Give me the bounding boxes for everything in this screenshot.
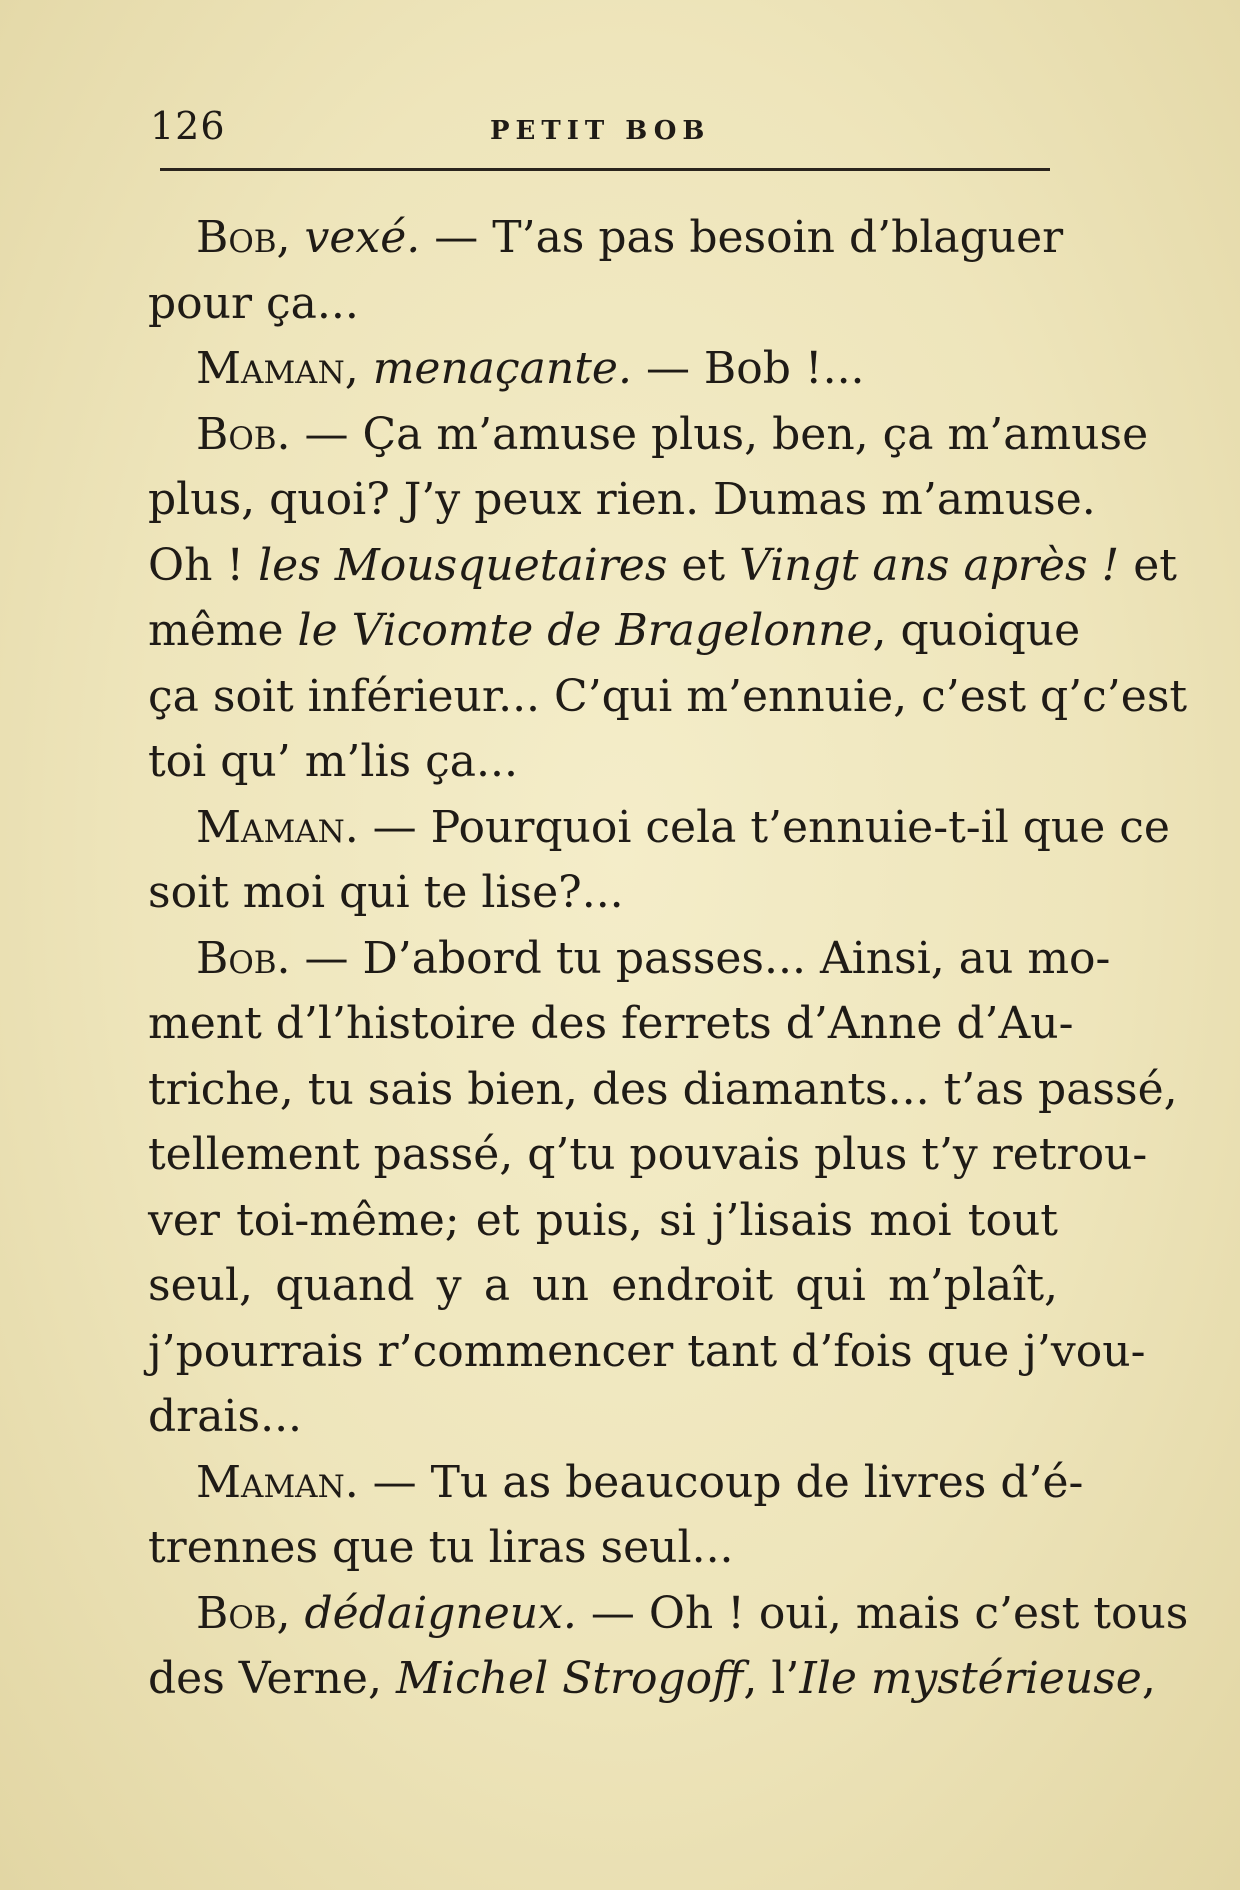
text-span: , [344, 343, 373, 394]
text-line [148, 926, 1111, 992]
book-title: Ile mystérieuse [799, 1653, 1142, 1704]
text-span: . — D’abord tu passes... Ainsi, au mo- [276, 932, 1111, 984]
text-line [148, 1057, 1178, 1123]
text-line [148, 1122, 1148, 1188]
text-span: j’pourrais r’commencer tant d’fois que j’vou- [148, 1325, 1146, 1377]
text-span: tellement passé, q’tu pouvais plus t’y retrou- [148, 1129, 1148, 1180]
text-span: , [1141, 1653, 1156, 1704]
text-span: soit moi qui te lise?... [148, 867, 624, 918]
page-number: 126 [150, 104, 226, 148]
text-span: . — Tu as beaucoup de livres d’é- [344, 1456, 1084, 1508]
text-line [148, 860, 1058, 926]
text-span: . — Ça m’amuse plus, ben, ça m’amuse [276, 408, 1149, 460]
text-span: ver toi-même; et puis, si j’lisais moi tout [148, 1194, 1058, 1246]
text-span: drais... [148, 1391, 303, 1442]
text-line [148, 1253, 1058, 1319]
speaker-name: Bob [196, 1587, 277, 1639]
book-title: Michel Strogoff [395, 1653, 744, 1704]
text-span: toi qu’ m’lis ça... [148, 736, 518, 787]
running-title: PETIT BOB [490, 116, 711, 146]
text-line [148, 795, 1170, 861]
speaker-name: Bob [196, 212, 277, 263]
text-line [148, 1646, 1156, 1712]
text-line [148, 1188, 1058, 1254]
speaker-name: Bob [196, 408, 277, 460]
text-span: ment d’l’histoire des ferrets d’Anne d’Au- [148, 998, 1074, 1049]
text-line [148, 205, 1064, 271]
text-span: trennes que tu liras seul... [148, 1522, 734, 1573]
text-line [148, 533, 1177, 599]
speaker-name: Maman [196, 801, 345, 853]
text-line [148, 467, 1096, 533]
speaker-name: Bob [196, 932, 277, 984]
text-span: même [148, 605, 298, 656]
text-span: — T’as pas besoin d’blaguer [420, 212, 1064, 263]
body-text [148, 205, 1189, 1712]
page-header [150, 104, 1050, 148]
text-line [148, 1515, 1058, 1581]
text-line [148, 336, 1058, 402]
text-line [148, 1384, 1058, 1450]
header-rule [160, 168, 1050, 171]
text-line [148, 664, 1188, 730]
text-span: triche, tu sais bien, des diamants... t’as passé, [148, 1063, 1178, 1115]
book-title: Vingt ans après ! [739, 539, 1120, 591]
stage-direction: menaçante. [372, 343, 632, 394]
text-line [148, 1319, 1146, 1385]
text-span: — Bob !... [631, 343, 865, 394]
text-span: , [276, 212, 305, 263]
text-line [148, 598, 1081, 664]
text-span: . — Pourquoi cela t’ennuie-t-il que ce [344, 801, 1170, 853]
text-span: seul, quand y a un endroit qui m’plaît, [148, 1260, 1058, 1311]
text-line [148, 271, 1058, 337]
text-span: , quoique [872, 605, 1081, 656]
speaker-name: Maman [196, 343, 345, 394]
text-span: , [276, 1587, 305, 1639]
text-line [148, 729, 1058, 795]
text-line [148, 1450, 1084, 1516]
stage-direction: vexé. [304, 212, 421, 263]
text-span: et [667, 539, 740, 591]
text-span: , l’ [743, 1653, 800, 1704]
text-span: plus, quoi? J’y peux rien. Dumas m’amuse. [148, 474, 1096, 525]
text-span: et [1119, 539, 1177, 591]
text-line [148, 402, 1149, 468]
text-span: Oh ! [148, 539, 259, 591]
text-line [148, 1581, 1189, 1647]
book-title: les Mousquetaires [258, 539, 668, 591]
book-title: le Vicomte de Bragelonne [297, 605, 873, 656]
text-span: — Oh ! oui, mais c’est tous [576, 1587, 1189, 1639]
stage-direction: dédaigneux. [304, 1587, 577, 1639]
text-span: pour ça... [148, 277, 359, 329]
text-line [148, 991, 1074, 1057]
speaker-name: Maman [196, 1456, 345, 1508]
text-span: des Verne, [148, 1653, 396, 1704]
text-span: ça soit inférieur... C’qui m’ennuie, c’est q’c’est [148, 670, 1188, 722]
